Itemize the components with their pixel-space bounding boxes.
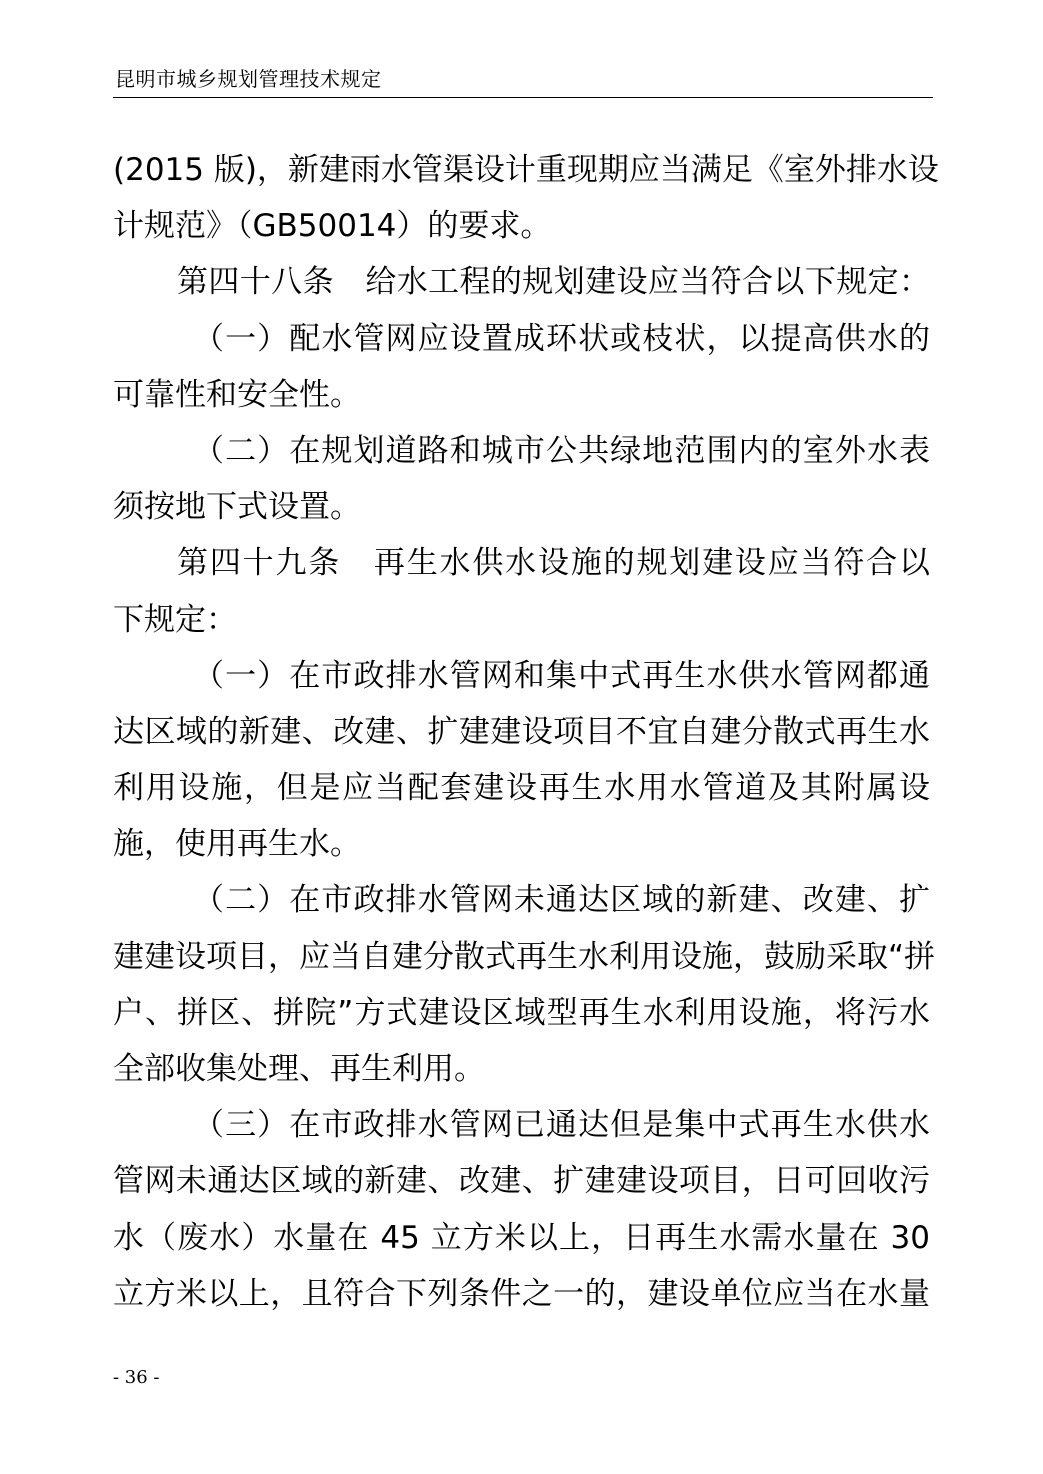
article-49-item-2-cont-3: 全部收集处理、再生利用。 (113, 1051, 485, 1087)
article-49-item-1-cont-3: 施，使用再生水。 (113, 826, 361, 863)
article-49-item-3-cont-3: 立方米以上，且符合下列条件之一的，建设单位应当在水量 (113, 1275, 930, 1312)
body-line-1: (2015 版)，新建雨水管渠设计重现期应当满足《室外排水设 (113, 152, 939, 188)
article-49-item-2-cont-1: 建建设项目，应当自建分散式再生水利用设施，鼓励采取“拼 (113, 938, 936, 975)
article-49-item-2-cont-2: 户、拼区、拼院”方式建设区域型再生水利用设施，将污水 (113, 994, 930, 1031)
article-49-item-2: （二）在市政排水管网未通达区域的新建、改建、扩 (193, 882, 930, 919)
header-title: 昆明市城乡规划管理技术规定 (115, 67, 382, 91)
article-48-item-2-cont: 须按地下式设置。 (113, 489, 361, 526)
article-49-heading-cont: 下规定： (113, 601, 237, 638)
article-49-item-3-cont-2: 水（废水）水量在 45 立方米以上，日再生水需水量在 30 (113, 1219, 930, 1256)
article-49-item-1-cont-1: 达区域的新建、改建、扩建建设项目不宜自建分散式再生水 (113, 713, 930, 750)
article-49-heading: 第四十九条 再生水供水设施的规划建设应当符合以 (177, 545, 930, 582)
article-49-item-1: （一）在市政排水管网和集中式再生水供水管网都通 (193, 657, 930, 694)
body-line-2: 计规范》（GB50014）的要求。 (113, 208, 552, 245)
article-48-item-1: （一）配水管网应设置成环状或枝状，以提高供水的 (193, 320, 930, 357)
page-header (113, 62, 933, 98)
page-number: - 36 - (113, 1367, 160, 1388)
article-49-item-3: （三）在市政排水管网已通达但是集中式再生水供水 (193, 1107, 930, 1144)
document-body (113, 142, 939, 1322)
article-49-item-3-cont-1: 管网未通达区域的新建、改建、扩建建设项目，日可回收污 (113, 1163, 930, 1200)
article-49-item-1-cont-2: 利用设施，但是应当配套建设再生水用水管道及其附属设 (113, 770, 930, 807)
article-48-item-2: （二）在规划道路和城市公共绿地范围内的室外水表 (193, 432, 930, 469)
article-48-item-1-cont: 可靠性和安全性。 (113, 376, 361, 413)
article-48-heading: 第四十八条 给水工程的规划建设应当符合以下规定： (177, 264, 930, 301)
